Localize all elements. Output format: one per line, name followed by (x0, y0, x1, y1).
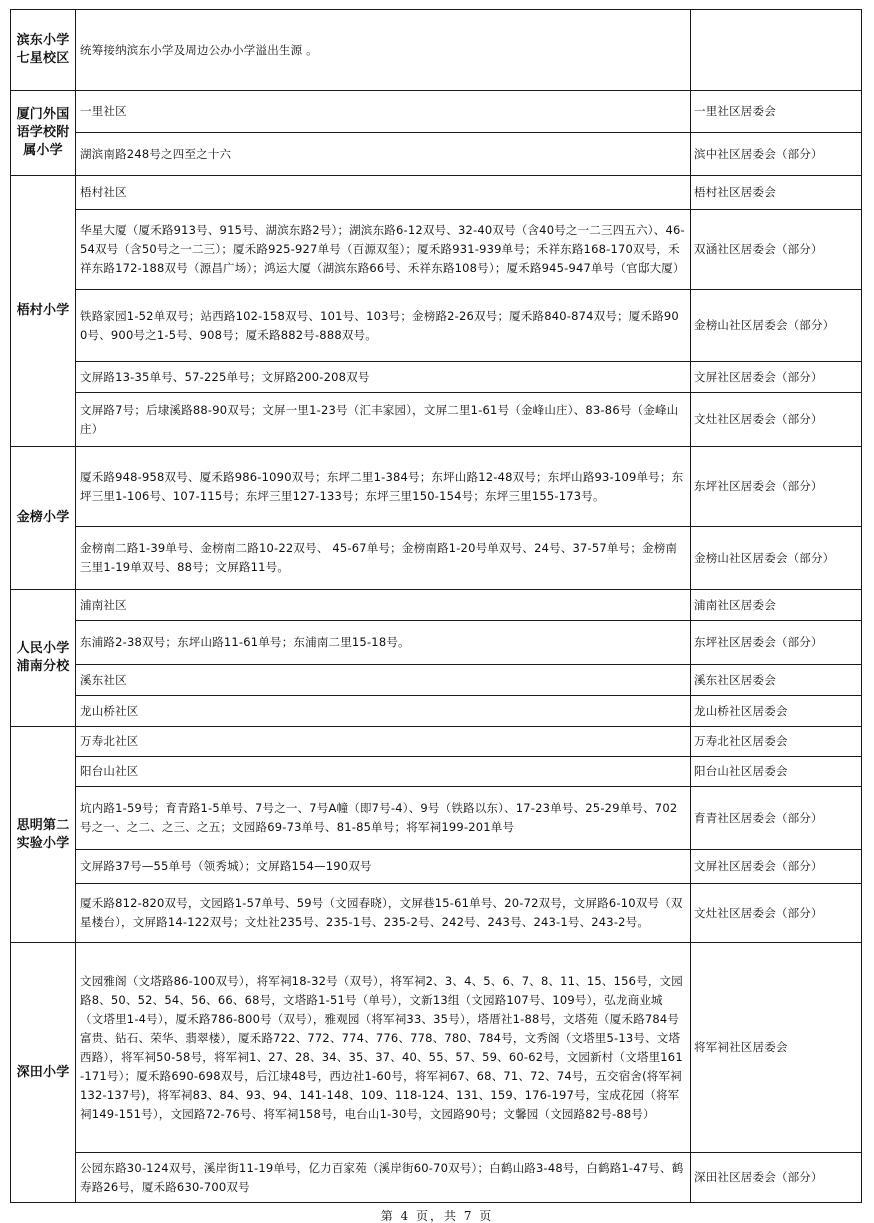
community-committee-cell: 文灶社区居委会（部分） (691, 393, 862, 447)
table-row (11, 176, 862, 210)
community-committee-cell: 梧村社区居委会 (691, 176, 862, 210)
community-committee-cell: 文屏社区居委会（部分） (691, 362, 862, 393)
address-range-cell: 东浦路2-38双号；东坪山路11-61单号；东浦南二里15-18号。 (76, 621, 691, 665)
address-range-cell: 公园东路30-124双号，溪岸街11-19单号，亿力百家苑（溪岸街60-70双号）；白鹤山路3-48号，白鹤路1-47号、鹤寿路26号，厦禾路630-700双号 (76, 1153, 691, 1203)
school-name-cell: 人民小学浦南分校 (11, 590, 76, 727)
table-row (11, 621, 862, 665)
table-row (11, 133, 862, 176)
school-name-cell: 厦门外国语学校附属小学 (11, 91, 76, 176)
address-range-cell: 厦禾路948-958双号、厦禾路986-1090双号；东坪二里1-384号；东坪山路12-48双号；东坪山路93-109单号；东坪三里1-106号、107-115号；东坪三里127-133号；东坪三里150-154号；东坪三里155-173号。 (76, 447, 691, 527)
school-name-cell: 深田小学 (11, 943, 76, 1203)
address-range-cell: 溪东社区 (76, 665, 691, 696)
table-row (11, 757, 862, 787)
school-name-cell: 滨东小学七星校区 (11, 10, 76, 91)
community-committee-cell: 滨中社区居委会（部分） (691, 133, 862, 176)
community-committee-cell: 阳台山社区居委会 (691, 757, 862, 787)
community-committee-cell: 金榜山社区居委会（部分） (691, 527, 862, 590)
table-row (11, 210, 862, 290)
school-name-cell: 思明第二实验小学 (11, 727, 76, 943)
address-range-cell: 文屏路37号—55单号（领秀城）；文屏路154—190双号 (76, 850, 691, 884)
community-committee-cell: 金榜山社区居委会（部分） (691, 290, 862, 362)
table-row (11, 727, 862, 757)
table-row (11, 447, 862, 527)
table-row (11, 884, 862, 943)
address-range-cell: 文屏路13-35单号、57-225单号；文屏路200-208双号 (76, 362, 691, 393)
table-row (11, 696, 862, 727)
community-committee-cell: 龙山桥社区居委会 (691, 696, 862, 727)
table-row (11, 527, 862, 590)
community-committee-cell: 将军祠社区居委会 (691, 943, 862, 1153)
address-range-cell: 阳台山社区 (76, 757, 691, 787)
address-range-cell: 坑内路1-59号；育青路1-5单号、7号之一、7号A幢（即7号-4）、9号（铁路以东）、17-23单号、25-29单号、702号之一、之二、之三、之五；文园路69-73单号、81-85单号；将军祠199-201单号 (76, 787, 691, 850)
address-range-cell: 文屏路7号；后埭溪路88-90双号；文屏一里1-23号（汇丰家园），文屏二里1-61号（金峰山庄）、83-86号（金峰山庄） (76, 393, 691, 447)
community-committee-cell: 东坪社区居委会（部分） (691, 621, 862, 665)
table-row (11, 91, 862, 133)
table-row (11, 943, 862, 1153)
address-range-cell: 浦南社区 (76, 590, 691, 621)
table-row (11, 362, 862, 393)
community-committee-cell: 育青社区居委会（部分） (691, 787, 862, 850)
table-row (11, 10, 862, 91)
table-row (11, 290, 862, 362)
address-range-cell: 华星大厦（厦禾路913号、915号、湖滨东路2号）；湖滨东路6-12双号、32-40双号（含40号之一二三四五六）、46-54双号（含50号之一二三）；厦禾路925-927单号（百源双玺）；厦禾路931-939单号；禾祥东路168-170双号，禾祥东路172-188双号（源昌广场）；鸿运大厦（湖滨东路66号、禾祥东路108号）；厦禾路945-947单号（官邸大厦） (76, 210, 691, 290)
address-range-cell: 金榜南二路1-39单号、金榜南二路10-22双号、 45-67单号；金榜南路1-20号单双号、24号、37-57单号；金榜南三里1-19单双号、88号；文屏路11号。 (76, 527, 691, 590)
community-committee-cell (691, 10, 862, 91)
community-committee-cell: 溪东社区居委会 (691, 665, 862, 696)
community-committee-cell: 深田社区居委会（部分） (691, 1153, 862, 1203)
school-name-cell: 金榜小学 (11, 447, 76, 590)
school-name-cell: 梧村小学 (11, 176, 76, 447)
address-range-cell: 铁路家园1-52单双号；站西路102-158双号、101号、103号；金榜路2-26双号；厦禾路840-874双号；厦禾路900号、900号之1-5号、908号；厦禾路882号-888双号。 (76, 290, 691, 362)
community-committee-cell: 万寿北社区居委会 (691, 727, 862, 757)
table-row (11, 393, 862, 447)
table-row (11, 590, 862, 621)
table-row (11, 850, 862, 884)
address-range-cell: 厦禾路812-820双号，文园路1-57单号、59号（文园春晓），文屏巷15-61单号、20-72双号，文屏路6-10双号（双星楼台），文屏路14-122双号；文灶社235号、235-1号、235-2号、242号、243号、243-1号、243-2号。 (76, 884, 691, 943)
address-range-cell: 万寿北社区 (76, 727, 691, 757)
address-range-cell: 梧村社区 (76, 176, 691, 210)
table-row (11, 787, 862, 850)
address-range-cell: 龙山桥社区 (76, 696, 691, 727)
community-committee-cell: 一里社区居委会 (691, 91, 862, 133)
address-range-cell: 一里社区 (76, 91, 691, 133)
community-committee-cell: 浦南社区居委会 (691, 590, 862, 621)
community-committee-cell: 双涵社区居委会（部分） (691, 210, 862, 290)
community-committee-cell: 东坪社区居委会（部分） (691, 447, 862, 527)
community-committee-cell: 文屏社区居委会（部分） (691, 850, 862, 884)
table-row (11, 665, 862, 696)
enrollment-table (10, 9, 862, 1203)
table-row (11, 1153, 862, 1203)
address-range-cell: 湖滨南路248号之四至之十六 (76, 133, 691, 176)
community-committee-cell: 文灶社区居委会（部分） (691, 884, 862, 943)
address-range-cell: 文园雅阁（文塔路86-100双号），将军祠18-32号（双号），将军祠2、3、4、5、6、7、8、11、15、156号，文园路8、50、52、54、56、66、68号，文塔路1-51号（单号），文新13组（文园路107号、109号），弘龙商业城（文塔里1-4号），厦禾路786-800号（双号），雅观园（将军祠33、35号），塔厝社1-88号，文塔苑（厦禾路784号富贵、钻石、荣华、翡翠楼），厦禾路722、772、774、776、778、780、784号，文秀阁（文塔里5-13号、文塔西路），将军祠50-58号，将军祠1、27、28、34、35、37、40、55、57、59、60-62号，文园新村（文塔里161-171号）；厦禾路690-698双号，后江埭48号，西边社1-60号，将军祠67、68、71、72、74号，五交宿舍(将军祠132-137号)，将军祠83、84、93、94、141-148、109、118-124、131、159、176-197号，宝成花园（将军祠149-151号），文园路72-76号、将军祠158号，电台山1-30号，文园路90号；文馨园（文园路82号-88号） (76, 943, 691, 1153)
address-range-cell: 统筹接纳滨东小学及周边公办小学溢出生源 。 (76, 10, 691, 91)
page-footer: 第 4 页，共 7 页 (380, 1209, 494, 1223)
